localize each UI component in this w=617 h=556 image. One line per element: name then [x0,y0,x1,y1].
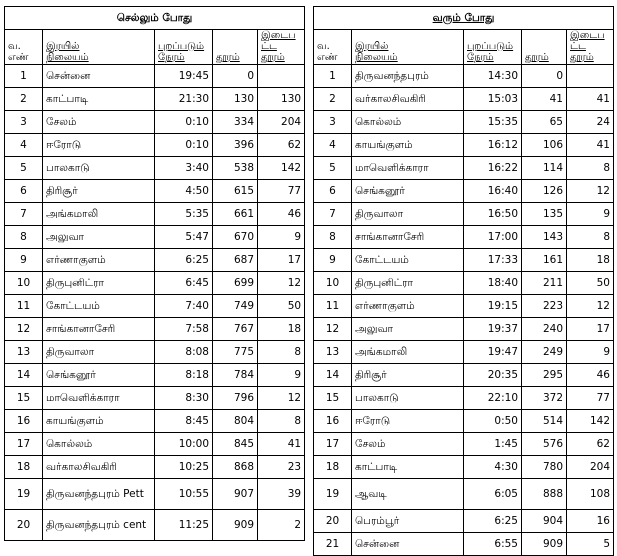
table-row [314,295,614,318]
interval-distance: 50 [567,272,614,295]
distance: 804 [213,410,258,433]
station-name: திரிசூர் [352,364,464,387]
outbound-title: செல்லும் போது [5,7,305,30]
interval-distance: 39 [258,479,305,510]
outbound-timetable [4,6,305,541]
distance: 130 [213,88,258,111]
interval-header: இடைப ட்ட தூரம் [258,30,305,65]
departure-time: 5:47 [155,226,213,249]
interval-distance: 142 [258,157,305,180]
departure-time: 16:40 [464,180,522,203]
interval-distance: 41 [567,134,614,157]
departure-time: 6:25 [464,510,522,533]
sno-header: வ. எண் [5,30,43,65]
table-row [314,387,614,410]
station-header: இரயில் நிலையம் [43,30,155,65]
row-number: 15 [314,387,352,410]
interval-distance: 9 [258,226,305,249]
table-row [314,364,614,387]
table-row [314,203,614,226]
row-number: 19 [314,479,352,510]
station-name: காட்பாடி [43,88,155,111]
table-row [314,272,614,295]
interval-distance: 62 [567,433,614,456]
row-number: 4 [314,134,352,157]
station-name: எர்ணாகுளம் [43,249,155,272]
row-number: 1 [314,65,352,88]
departure-time: 17:33 [464,249,522,272]
departure-time: 3:40 [155,157,213,180]
station-name: திருபுனிட்ரா [43,272,155,295]
distance: 907 [213,479,258,510]
row-number: 14 [5,364,43,387]
interval-distance: 8 [258,341,305,364]
table-row [314,341,614,364]
row-number: 12 [5,318,43,341]
station-name: அங்கமாலி [352,341,464,364]
row-number: 11 [5,295,43,318]
interval-distance: 8 [258,410,305,433]
departure-time: 10:25 [155,456,213,479]
departure-time: 16:22 [464,157,522,180]
table-row [5,88,305,111]
row-number: 10 [5,272,43,295]
table-row [5,226,305,249]
table-row [314,318,614,341]
departure-time: 6:05 [464,479,522,510]
station-name: திருவாலா [43,341,155,364]
row-number: 7 [5,203,43,226]
table-row [314,479,614,510]
interval-distance: 41 [567,88,614,111]
row-number: 11 [314,295,352,318]
interval-distance: 12 [567,180,614,203]
distance: 372 [522,387,567,410]
table-row [5,341,305,364]
table-row [5,249,305,272]
row-number: 12 [314,318,352,341]
interval-distance: 2 [258,510,305,541]
distance: 749 [213,295,258,318]
interval-distance: 8 [567,157,614,180]
interval-distance: 5 [567,533,614,556]
interval-distance: 142 [567,410,614,433]
table-row [5,295,305,318]
interval-distance: 62 [258,134,305,157]
station-name: பாலகாடு [43,157,155,180]
station-name: ஈரோடு [43,134,155,157]
interval-distance: 18 [567,249,614,272]
table-row [5,456,305,479]
station-name: திருவாலா [352,203,464,226]
interval-distance: 41 [258,433,305,456]
station-name: திருவனந்தபுரம் Pett [43,479,155,510]
table-row [314,456,614,479]
interval-distance: 12 [567,295,614,318]
distance: 904 [522,510,567,533]
distance: 670 [213,226,258,249]
station-name: வர்காலசிவகிரி [43,456,155,479]
departure-time: 16:50 [464,203,522,226]
interval-distance: 46 [258,203,305,226]
distance: 240 [522,318,567,341]
table-row [314,180,614,203]
inbound-title: வரும் போது [314,7,614,30]
departure-time: 7:40 [155,295,213,318]
station-name: செங்கனூர் [43,364,155,387]
table-row [314,510,614,533]
station-name: கொல்லம் [43,433,155,456]
interval-distance: 130 [258,88,305,111]
station-name: சென்னை [43,65,155,88]
row-number: 8 [314,226,352,249]
distance: 845 [213,433,258,456]
interval-distance: 23 [258,456,305,479]
table-row [5,479,305,510]
departure-time: 8:08 [155,341,213,364]
table-row [5,203,305,226]
row-number: 17 [5,433,43,456]
departure-time: 15:35 [464,111,522,134]
table-row [314,134,614,157]
departure-time: 6:55 [464,533,522,556]
distance: 538 [213,157,258,180]
station-name: செங்கனூர் [352,180,464,203]
table-row [314,533,614,556]
station-name: சாங்கானாசேரி [352,226,464,249]
departure-time: 16:12 [464,134,522,157]
distance: 615 [213,180,258,203]
station-name: பாலகாடு [352,387,464,410]
station-name: அலுவா [43,226,155,249]
distance: 909 [522,533,567,556]
row-number: 8 [5,226,43,249]
departure-time: 21:30 [155,88,213,111]
table-row [5,364,305,387]
station-header: இரயில் நிலையம் [352,30,464,65]
distance: 796 [213,387,258,410]
row-number: 5 [314,157,352,180]
row-number: 10 [314,272,352,295]
departure-time: 5:35 [155,203,213,226]
interval-distance: 9 [567,341,614,364]
interval-distance [567,65,614,88]
departure-time: 10:00 [155,433,213,456]
table-row [314,111,614,134]
table-row [5,410,305,433]
row-number: 9 [5,249,43,272]
interval-distance: 50 [258,295,305,318]
station-name: மாவெளிக்காரா [352,157,464,180]
row-number: 20 [314,510,352,533]
distance: 126 [522,180,567,203]
distance: 211 [522,272,567,295]
departure-time: 8:30 [155,387,213,410]
departure-time: 17:00 [464,226,522,249]
interval-distance: 77 [258,180,305,203]
distance: 135 [522,203,567,226]
distance: 687 [213,249,258,272]
departure-time: 6:45 [155,272,213,295]
departure-time: 11:25 [155,510,213,541]
row-number: 3 [314,111,352,134]
station-name: சேலம் [352,433,464,456]
distance: 334 [213,111,258,134]
row-number: 15 [5,387,43,410]
interval-distance: 9 [567,203,614,226]
table-row [5,65,305,88]
station-name: காயங்குளம் [352,134,464,157]
departure-time: 4:50 [155,180,213,203]
distance: 868 [213,456,258,479]
departure-time: 18:40 [464,272,522,295]
station-name: கொல்லம் [352,111,464,134]
distance: 699 [213,272,258,295]
departure-time: 19:45 [155,65,213,88]
station-name: சென்னை [352,533,464,556]
distance: 161 [522,249,567,272]
table-row [5,433,305,456]
distance: 0 [522,65,567,88]
distance: 888 [522,479,567,510]
distance: 41 [522,88,567,111]
interval-distance: 18 [258,318,305,341]
row-number: 2 [5,88,43,111]
distance: 775 [213,341,258,364]
table-row [314,410,614,433]
departure-time: 4:30 [464,456,522,479]
row-number: 20 [5,510,43,541]
table-row [314,226,614,249]
interval-distance: 77 [567,387,614,410]
distance: 143 [522,226,567,249]
station-name: பெரம்பூர் [352,510,464,533]
distance: 114 [522,157,567,180]
departure-time: 10:55 [155,479,213,510]
departure-time: 20:35 [464,364,522,387]
row-number: 17 [314,433,352,456]
distance: 767 [213,318,258,341]
row-number: 6 [5,180,43,203]
row-number: 7 [314,203,352,226]
distance: 396 [213,134,258,157]
row-number: 6 [314,180,352,203]
station-name: கோட்டயம் [352,249,464,272]
interval-distance: 204 [258,111,305,134]
departure-time: 0:10 [155,134,213,157]
station-name: அலுவா [352,318,464,341]
table-row [314,433,614,456]
interval-distance: 17 [567,318,614,341]
station-name: எர்ணாகுளம் [352,295,464,318]
distance-header: தூரம் [522,30,567,65]
distance: 514 [522,410,567,433]
interval-distance: 16 [567,510,614,533]
station-name: காட்பாடி [352,456,464,479]
table-row [314,88,614,111]
table-row [314,249,614,272]
distance: 661 [213,203,258,226]
departure-time: 6:25 [155,249,213,272]
departure-time: 1:45 [464,433,522,456]
departure-time: 8:18 [155,364,213,387]
departure-time: 14:30 [464,65,522,88]
station-name: ஆவடி [352,479,464,510]
interval-distance: 12 [258,272,305,295]
interval-distance: 17 [258,249,305,272]
table-row [5,318,305,341]
departure-time: 15:03 [464,88,522,111]
table-row [5,272,305,295]
interval-distance: 8 [567,226,614,249]
interval-header: இடைப ட்ட தூரம் [567,30,614,65]
table-row [5,387,305,410]
departure-time: 7:58 [155,318,213,341]
row-number: 16 [5,410,43,433]
distance: 249 [522,341,567,364]
table-row [5,180,305,203]
sno-header: வ. எண் [314,30,352,65]
row-number: 4 [5,134,43,157]
table-row [314,65,614,88]
table-row [5,134,305,157]
station-name: கோட்டயம் [43,295,155,318]
distance: 106 [522,134,567,157]
inbound-timetable [313,6,614,556]
row-number: 14 [314,364,352,387]
time-header: புறப்படும் நேரம் [155,30,213,65]
station-name: காயங்குளம் [43,410,155,433]
row-number: 21 [314,533,352,556]
station-name: திருவனந்தபுரம் [352,65,464,88]
row-number: 13 [5,341,43,364]
station-name: சாங்கானாசேரி [43,318,155,341]
distance-header: தூரம் [213,30,258,65]
table-row [314,157,614,180]
row-number: 19 [5,479,43,510]
departure-time: 22:10 [464,387,522,410]
row-number: 16 [314,410,352,433]
interval-distance: 12 [258,387,305,410]
station-name: அங்கமாலி [43,203,155,226]
departure-time: 19:15 [464,295,522,318]
station-name: மாவெளிக்காரா [43,387,155,410]
row-number: 2 [314,88,352,111]
distance: 65 [522,111,567,134]
row-number: 1 [5,65,43,88]
distance: 576 [522,433,567,456]
row-number: 5 [5,157,43,180]
inbound-header-row [314,30,614,65]
row-number: 18 [5,456,43,479]
distance: 223 [522,295,567,318]
table-row [5,111,305,134]
distance: 909 [213,510,258,541]
departure-time: 0:50 [464,410,522,433]
distance: 784 [213,364,258,387]
distance: 780 [522,456,567,479]
interval-distance: 9 [258,364,305,387]
row-number: 13 [314,341,352,364]
distance: 295 [522,364,567,387]
distance: 0 [213,65,258,88]
departure-time: 19:37 [464,318,522,341]
departure-time: 19:47 [464,341,522,364]
station-name: சேலம் [43,111,155,134]
interval-distance: 108 [567,479,614,510]
table-row [5,157,305,180]
interval-distance [258,65,305,88]
table-row [5,510,305,541]
row-number: 18 [314,456,352,479]
interval-distance: 204 [567,456,614,479]
row-number: 3 [5,111,43,134]
station-name: திருவனந்தபுரம் cent [43,510,155,541]
departure-time: 0:10 [155,111,213,134]
time-header: புறப்படும் நேரம் [464,30,522,65]
station-name: ஈரோடு [352,410,464,433]
row-number: 9 [314,249,352,272]
station-name: வர்காலசிவகிரி [352,88,464,111]
interval-distance: 46 [567,364,614,387]
outbound-header-row [5,30,305,65]
interval-distance: 24 [567,111,614,134]
station-name: திருபுனிட்ரா [352,272,464,295]
departure-time: 8:45 [155,410,213,433]
station-name: திரிசூர் [43,180,155,203]
